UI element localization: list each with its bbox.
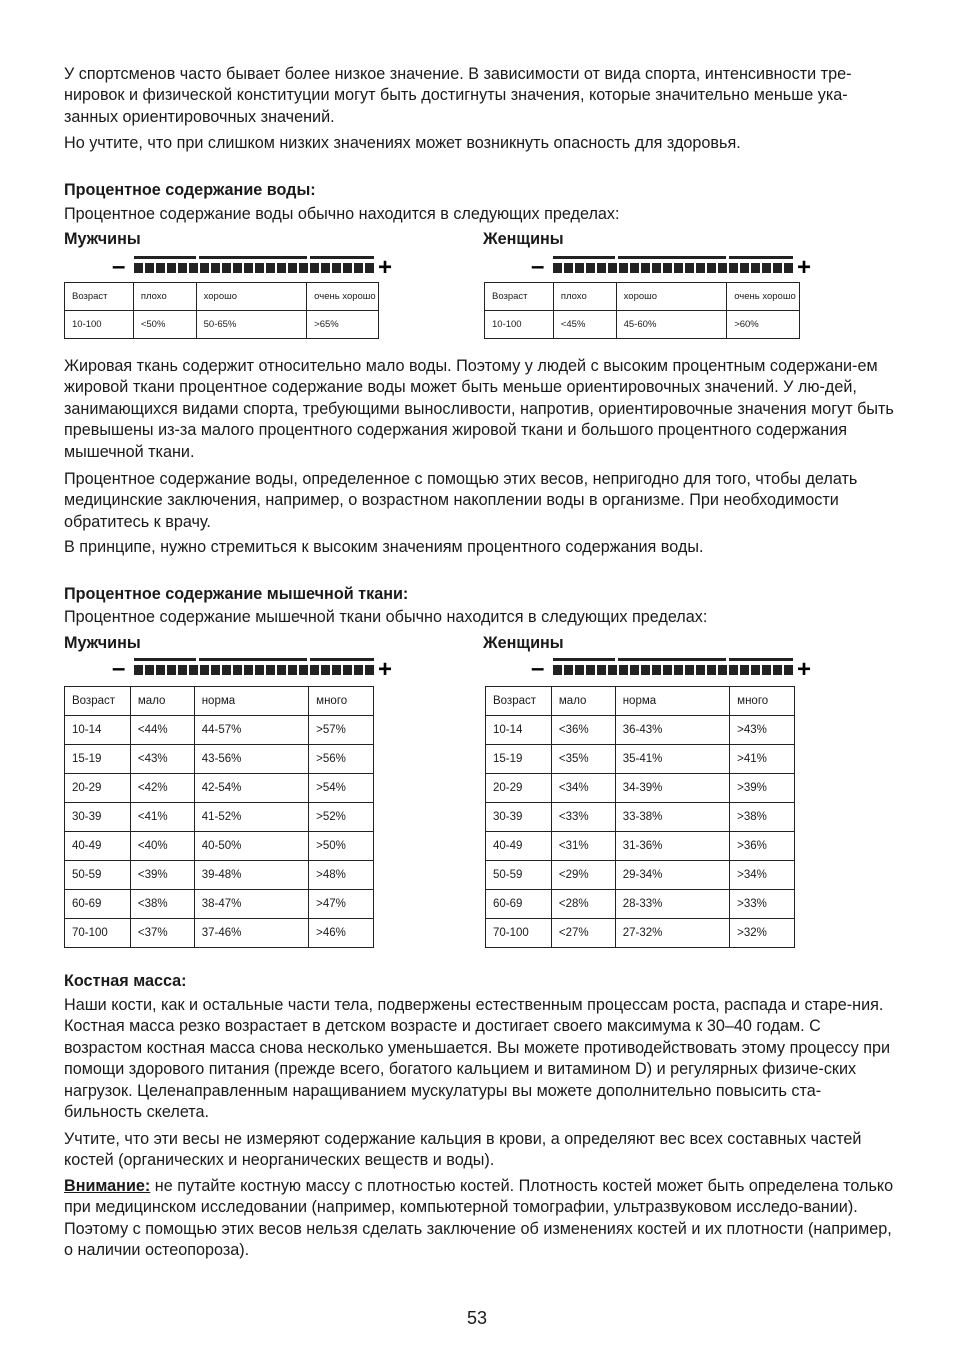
scale-segment bbox=[156, 665, 165, 675]
muscle-men-label: Мужчины bbox=[64, 634, 141, 652]
minus-sign: – bbox=[112, 656, 126, 682]
scale-segment bbox=[575, 665, 584, 675]
table-cell: очень хорошо bbox=[727, 283, 800, 311]
muscle-lead: Процентное содержание мышечной ткани обычно находится в следующих пределах: bbox=[64, 608, 708, 626]
table-cell: много bbox=[309, 687, 374, 716]
table-cell: <35% bbox=[551, 745, 615, 774]
scale-segment bbox=[718, 665, 727, 675]
scale-segment bbox=[663, 665, 672, 675]
table-header-row bbox=[486, 687, 795, 716]
table-row bbox=[65, 890, 374, 919]
table-cell: <45% bbox=[553, 311, 616, 339]
table-cell: >36% bbox=[730, 832, 795, 861]
table-cell: 10-100 bbox=[65, 311, 134, 339]
range-bar-mid bbox=[618, 658, 726, 661]
scale-segment bbox=[619, 263, 628, 273]
table-cell: норма bbox=[194, 687, 308, 716]
table-cell: <40% bbox=[130, 832, 194, 861]
table-cell: 45-60% bbox=[616, 311, 727, 339]
scale-segment bbox=[167, 665, 176, 675]
scale-segment bbox=[773, 263, 782, 273]
table-cell: >38% bbox=[730, 803, 795, 832]
table-cell: норма bbox=[615, 687, 729, 716]
table-cell: >39% bbox=[730, 774, 795, 803]
scale-segment bbox=[365, 263, 374, 273]
table-row bbox=[486, 890, 795, 919]
muscle-women-scale bbox=[531, 656, 815, 682]
table-row bbox=[65, 774, 374, 803]
table-cell: 20-29 bbox=[486, 774, 552, 803]
scale-segment bbox=[707, 263, 716, 273]
scale-segment bbox=[255, 665, 264, 675]
scale-segment bbox=[189, 665, 198, 675]
table-row bbox=[486, 861, 795, 890]
scale-segment bbox=[233, 665, 242, 675]
table-cell: <38% bbox=[130, 890, 194, 919]
plus-sign: + bbox=[378, 656, 393, 682]
scale-segment bbox=[222, 263, 231, 273]
minus-sign: – bbox=[531, 656, 545, 682]
scale-segment bbox=[575, 263, 584, 273]
table-row bbox=[486, 832, 795, 861]
scale-segment bbox=[696, 263, 705, 273]
table-cell: 50-59 bbox=[486, 861, 552, 890]
water-heading: Процентное содержание воды: bbox=[64, 181, 316, 199]
range-bar-high bbox=[310, 256, 374, 259]
table-row bbox=[65, 745, 374, 774]
table-cell: <42% bbox=[130, 774, 194, 803]
scale-segment bbox=[167, 263, 176, 273]
scale-segment bbox=[630, 263, 639, 273]
range-bar-low bbox=[134, 658, 196, 661]
scale-segment bbox=[299, 263, 308, 273]
muscle-heading: Процентное содержание мышечной ткани: bbox=[64, 585, 409, 603]
range-bar-high bbox=[729, 658, 793, 661]
table-cell: >41% bbox=[730, 745, 795, 774]
table-cell: Возраст bbox=[65, 283, 134, 311]
scale-segment bbox=[663, 263, 672, 273]
table-row bbox=[65, 832, 374, 861]
table-header-row bbox=[485, 283, 800, 311]
scale-segment bbox=[321, 263, 330, 273]
table-cell: 50-59 bbox=[65, 861, 131, 890]
table-cell: <41% bbox=[130, 803, 194, 832]
plus-sign: + bbox=[378, 254, 393, 280]
table-cell: Возраст bbox=[486, 687, 552, 716]
table-cell: 41-52% bbox=[194, 803, 308, 832]
page-number: 53 bbox=[466, 1308, 488, 1328]
muscle-men-scale bbox=[112, 656, 396, 682]
scale-segment bbox=[288, 665, 297, 675]
scale-segment bbox=[233, 263, 242, 273]
table-cell: 50-65% bbox=[196, 311, 307, 339]
table-cell: 39-48% bbox=[194, 861, 308, 890]
range-bar-low bbox=[134, 256, 196, 259]
minus-sign: – bbox=[112, 254, 126, 280]
table-cell: >32% bbox=[730, 919, 795, 948]
scale-segment bbox=[178, 263, 187, 273]
table-cell: >47% bbox=[309, 890, 374, 919]
scale-segment bbox=[564, 263, 573, 273]
table-cell: хорошо bbox=[616, 283, 727, 311]
water-women-scale bbox=[531, 254, 815, 280]
table-cell: 10-100 bbox=[485, 311, 554, 339]
table-cell: <50% bbox=[133, 311, 196, 339]
muscle-women-table bbox=[485, 686, 795, 948]
table-cell: 40-50% bbox=[194, 832, 308, 861]
scale-segment bbox=[751, 263, 760, 273]
scale-segment bbox=[597, 665, 606, 675]
table-cell: <44% bbox=[130, 716, 194, 745]
bone-heading: Костная масса: bbox=[64, 972, 187, 990]
range-bar-mid bbox=[618, 256, 726, 259]
scale-segment bbox=[564, 665, 573, 675]
bone-paragraph-2: Учтите, что эти весы не измеряют содержание кальция в крови, а определяют вес всех составных частей костей (органических и неорганических веществ и воды). bbox=[64, 1130, 862, 1170]
table-cell: <27% bbox=[551, 919, 615, 948]
water-paragraph-3: В принципе, нужно стремиться к высоким значениям процентного содержания воды. bbox=[64, 538, 704, 556]
scale-graphic bbox=[112, 254, 396, 280]
table-cell: 44-57% bbox=[194, 716, 308, 745]
scale-segment bbox=[365, 665, 374, 675]
water-men-scale bbox=[112, 254, 396, 280]
table-cell: <37% bbox=[130, 919, 194, 948]
scale-segment bbox=[641, 665, 650, 675]
table-cell: <34% bbox=[551, 774, 615, 803]
scale-segment bbox=[277, 263, 286, 273]
table-cell: 38-47% bbox=[194, 890, 308, 919]
scale-segment bbox=[740, 665, 749, 675]
scale-segment bbox=[266, 665, 275, 675]
table-header-row bbox=[65, 687, 374, 716]
bone-paragraph-1: Наши кости, как и остальные части тела, подвержены естественным процессам роста, распада и старе-ния. Костная масса резко возрастает в детском возрасте и достигает своего максимума к 30–40 годам. С возрастом костная масса снова несколько уменьшается. Вы можете противодействовать этому процессу при помощи здорового питания (прежде всего, богатого кальцием и витамином D) и регулярных физиче-ских нагрузок. Целенаправленным наращиванием мускулатуры вы можете дополнительно повысить ста-бильность скелета. bbox=[64, 996, 891, 1122]
water-lead: Процентное содержание воды обычно находится в следующих пределах: bbox=[64, 205, 620, 223]
table-row bbox=[486, 803, 795, 832]
scale-segment bbox=[773, 665, 782, 675]
table-cell: 20-29 bbox=[65, 774, 131, 803]
warning-text: не путайте костную массу с плотностью костей. Плотность костей может быть определена только при медицинском исследовании (например, компьютерной томографии, ультразвуковом исследо-вании). Поэтому с помощью этих весов нельзя сделать заключение об изменениях костей и их плотности (например, о наличии остеопороза). bbox=[64, 1177, 894, 1260]
scale-segment bbox=[729, 665, 738, 675]
table-cell: <28% bbox=[551, 890, 615, 919]
table-cell: <33% bbox=[551, 803, 615, 832]
table-row bbox=[65, 919, 374, 948]
table-cell: 15-19 bbox=[486, 745, 552, 774]
scale-segment bbox=[652, 665, 661, 675]
table-cell: >56% bbox=[309, 745, 374, 774]
table-row bbox=[486, 774, 795, 803]
water-paragraph-2: Процентное содержание воды, определенное с помощью этих весов, непригодно для того, чтобы делать медицинские заключения, например, о возрастном накоплении воды в организме. При необходимости обратитесь к врачу. bbox=[64, 470, 858, 531]
table-row bbox=[65, 803, 374, 832]
scale-segment bbox=[299, 665, 308, 675]
scale-segment bbox=[321, 665, 330, 675]
scale-segment bbox=[211, 263, 220, 273]
scale-segment bbox=[553, 263, 562, 273]
table-cell: 30-39 bbox=[486, 803, 552, 832]
scale-segment bbox=[586, 263, 595, 273]
scale-segment bbox=[729, 263, 738, 273]
scale-segment bbox=[608, 263, 617, 273]
table-cell: 36-43% bbox=[615, 716, 729, 745]
table-cell: <36% bbox=[551, 716, 615, 745]
table-cell: >33% bbox=[730, 890, 795, 919]
scale-segment bbox=[343, 665, 352, 675]
scale-segment bbox=[762, 263, 771, 273]
table-cell: 31-36% bbox=[615, 832, 729, 861]
scale-graphic bbox=[531, 656, 815, 682]
table-cell: >54% bbox=[309, 774, 374, 803]
table-cell: >52% bbox=[309, 803, 374, 832]
range-bar-mid bbox=[199, 658, 307, 661]
scale-segment bbox=[354, 263, 363, 273]
scale-segment bbox=[222, 665, 231, 675]
scale-segment bbox=[652, 263, 661, 273]
intro-paragraph-1: У спортсменов часто бывает более низкое значение. В зависимости от вида спорта, интенсивности тре-нировок и физической конституции могут быть достигнуты значения, которые значительно меньше ука-занных ориентировочных значений. bbox=[64, 65, 852, 126]
scale-graphic bbox=[531, 254, 815, 280]
table-row bbox=[486, 716, 795, 745]
scale-segment bbox=[200, 263, 209, 273]
table-cell: 27-32% bbox=[615, 919, 729, 948]
table-cell: 70-100 bbox=[65, 919, 131, 948]
intro-paragraph-2: Но учтите, что при слишком низких значениях может возникнуть опасность для здоровья. bbox=[64, 134, 741, 152]
table-cell: 40-49 bbox=[65, 832, 131, 861]
scale-segment bbox=[277, 665, 286, 675]
table-cell: мало bbox=[130, 687, 194, 716]
table-cell: много bbox=[730, 687, 795, 716]
scale-segment bbox=[696, 665, 705, 675]
table-cell: мало bbox=[551, 687, 615, 716]
table-row bbox=[485, 311, 800, 339]
scale-segment bbox=[134, 263, 143, 273]
scale-segment bbox=[685, 263, 694, 273]
scale-segment bbox=[156, 263, 165, 273]
scale-segment bbox=[134, 665, 143, 675]
scale-segment bbox=[211, 665, 220, 675]
scale-segment bbox=[354, 665, 363, 675]
table-cell: Возраст bbox=[65, 687, 131, 716]
table-cell: <31% bbox=[551, 832, 615, 861]
scale-segment bbox=[255, 263, 264, 273]
scale-segment bbox=[685, 665, 694, 675]
scale-segment bbox=[244, 665, 253, 675]
table-cell: 29-34% bbox=[615, 861, 729, 890]
table-row bbox=[486, 745, 795, 774]
scale-graphic bbox=[112, 656, 396, 682]
table-cell: <39% bbox=[130, 861, 194, 890]
range-bar-high bbox=[729, 256, 793, 259]
table-cell: >50% bbox=[309, 832, 374, 861]
minus-sign: – bbox=[531, 254, 545, 280]
table-cell: 10-14 bbox=[65, 716, 131, 745]
table-cell: >57% bbox=[309, 716, 374, 745]
table-cell: 30-39 bbox=[65, 803, 131, 832]
range-bar-low bbox=[553, 658, 615, 661]
table-cell: >46% bbox=[309, 919, 374, 948]
muscle-women-label: Женщины bbox=[483, 634, 564, 652]
scale-segment bbox=[784, 665, 793, 675]
scale-segment bbox=[597, 263, 606, 273]
water-men-label: Мужчины bbox=[64, 230, 141, 248]
table-cell: Возраст bbox=[485, 283, 554, 311]
scale-segment bbox=[608, 665, 617, 675]
table-cell: 60-69 bbox=[65, 890, 131, 919]
table-cell: >43% bbox=[730, 716, 795, 745]
plus-sign: + bbox=[797, 254, 812, 280]
scale-segment bbox=[200, 665, 209, 675]
scale-segment bbox=[762, 665, 771, 675]
table-cell: >34% bbox=[730, 861, 795, 890]
scale-segment bbox=[674, 263, 683, 273]
table-row bbox=[486, 919, 795, 948]
table-cell: <29% bbox=[551, 861, 615, 890]
scale-segment bbox=[784, 263, 793, 273]
table-cell: плохо bbox=[133, 283, 196, 311]
table-cell: >60% bbox=[727, 311, 800, 339]
scale-segment bbox=[641, 263, 650, 273]
table-row bbox=[65, 311, 379, 339]
scale-segment bbox=[310, 263, 319, 273]
scale-segment bbox=[740, 263, 749, 273]
scale-segment bbox=[288, 263, 297, 273]
scale-segment bbox=[266, 263, 275, 273]
scale-segment bbox=[332, 665, 341, 675]
table-cell: 10-14 bbox=[486, 716, 552, 745]
range-bar-mid bbox=[199, 256, 307, 259]
table-cell: 42-54% bbox=[194, 774, 308, 803]
scale-segment bbox=[619, 665, 628, 675]
table-cell: 43-56% bbox=[194, 745, 308, 774]
table-cell: 70-100 bbox=[486, 919, 552, 948]
plus-sign: + bbox=[797, 656, 812, 682]
scale-segment bbox=[718, 263, 727, 273]
bone-warning-paragraph bbox=[64, 1176, 894, 1262]
table-cell: >65% bbox=[307, 311, 379, 339]
table-cell: 60-69 bbox=[486, 890, 552, 919]
scale-segment bbox=[189, 263, 198, 273]
table-cell: 33-38% bbox=[615, 803, 729, 832]
table-cell: 37-46% bbox=[194, 919, 308, 948]
table-cell: плохо bbox=[553, 283, 616, 311]
table-header-row bbox=[65, 283, 379, 311]
scale-segment bbox=[244, 263, 253, 273]
scale-segment bbox=[751, 665, 760, 675]
table-cell: 40-49 bbox=[486, 832, 552, 861]
table-cell: 15-19 bbox=[65, 745, 131, 774]
scale-segment bbox=[553, 665, 562, 675]
range-bar-high bbox=[310, 658, 374, 661]
scale-segment bbox=[145, 263, 154, 273]
scale-segment bbox=[343, 263, 352, 273]
scale-segment bbox=[630, 665, 639, 675]
table-cell: 34-39% bbox=[615, 774, 729, 803]
scale-segment bbox=[332, 263, 341, 273]
table-cell: очень хорошо bbox=[307, 283, 379, 311]
scale-segment bbox=[310, 665, 319, 675]
table-cell: хорошо bbox=[196, 283, 307, 311]
warning-label: Внимание: bbox=[64, 1177, 151, 1195]
table-cell: 28-33% bbox=[615, 890, 729, 919]
water-women-table bbox=[484, 282, 800, 339]
table-row bbox=[65, 861, 374, 890]
scale-segment bbox=[145, 665, 154, 675]
range-bar-low bbox=[553, 256, 615, 259]
water-women-label: Женщины bbox=[483, 230, 564, 248]
table-cell: <43% bbox=[130, 745, 194, 774]
water-paragraph-1: Жировая ткань содержит относительно мало воды. Поэтому у людей с высоким процентным содержани-ем жировой ткани процентное содержание воды может быть меньше ориентировочных значений. У лю-дей, занимающихся видами спорта, требующими выносливости, напротив, ориентировочные значения могут быть превышены из-за малого процентного содержания жировой ткани и большого процентного содержания мышечной ткани. bbox=[64, 357, 894, 461]
table-cell: 35-41% bbox=[615, 745, 729, 774]
table-cell: >48% bbox=[309, 861, 374, 890]
water-men-table bbox=[64, 282, 379, 339]
muscle-men-table bbox=[64, 686, 374, 948]
table-row bbox=[65, 716, 374, 745]
scale-segment bbox=[707, 665, 716, 675]
scale-segment bbox=[674, 665, 683, 675]
scale-segment bbox=[586, 665, 595, 675]
scale-segment bbox=[178, 665, 187, 675]
